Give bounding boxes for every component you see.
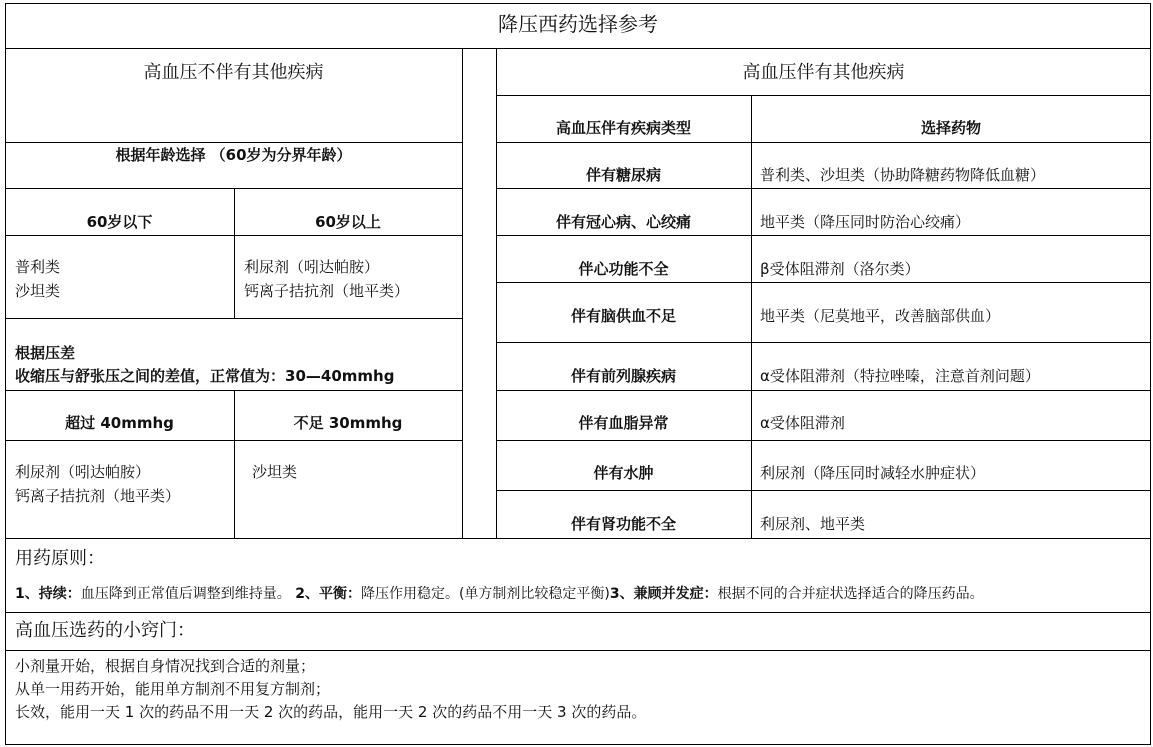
- tips-line: 小剂量开始，根据自身情况找到合适的剂量；: [15, 657, 316, 675]
- drug-cell: 利尿剂、地平类: [760, 515, 866, 533]
- pressure-col1-item: 钙离子拮抗剂（地平类）: [15, 487, 181, 505]
- drug-cell: 地平类（降压同时防治心绞痛）: [760, 213, 971, 231]
- left-header: 高血压不伴有其他疾病: [143, 62, 324, 83]
- principle-label: 3、兼顾并发症：: [609, 586, 718, 602]
- age-col1-item: 沙坦类: [15, 282, 61, 300]
- age-section-heading: 根据年龄选择 （60岁为分界年龄）: [115, 146, 352, 164]
- principles-heading: 用药原则：: [15, 548, 105, 569]
- divider: [234, 390, 235, 538]
- divider: [5, 48, 1151, 49]
- pressure-heading: 根据压差: [15, 344, 76, 362]
- disease-cell: 伴有脑供血不足: [570, 307, 676, 325]
- drug-cell: 利尿剂（降压同时减轻水肿症状）: [760, 464, 986, 482]
- drug-cell: α受体阻滞剂（特拉唑嗪，注意首剂问题）: [760, 367, 1040, 385]
- pressure-col1-label: 超过 40mmhg: [65, 414, 174, 432]
- divider: [234, 188, 235, 318]
- age-col2-label: 60岁以上: [315, 213, 381, 231]
- principle-text: 降压作用稳定。(单方制剂比较稳定平衡): [360, 586, 610, 602]
- disease-cell: 伴心功能不全: [578, 260, 669, 278]
- divider: [496, 188, 1151, 189]
- divider: [5, 538, 1151, 539]
- drug-cell: β受体阻滞剂（洛尔类）: [760, 260, 920, 278]
- age-col1-label: 60岁以下: [86, 213, 153, 231]
- pressure-col1-item: 利尿剂（吲达帕胺）: [15, 463, 151, 481]
- pressure-col2-label: 不足 30mmhg: [293, 414, 403, 432]
- right-col1-label: 高血压伴有疾病类型: [555, 119, 691, 137]
- age-col1-item: 普利类: [15, 258, 61, 276]
- divider: [5, 142, 462, 143]
- divider: [5, 318, 462, 319]
- principle-label: 1、持续：: [15, 586, 81, 602]
- disease-cell: 伴有糖尿病: [585, 166, 661, 184]
- pressure-col2-item: 沙坦类: [252, 463, 298, 481]
- disease-cell: 伴有水肿: [593, 464, 654, 482]
- principle-text: 血压降到正常值后调整到维持量。: [80, 586, 291, 602]
- disease-cell: 伴有肾功能不全: [570, 515, 676, 533]
- divider: [496, 390, 1151, 391]
- divider: [751, 95, 752, 538]
- principle-label: 2、平衡：: [295, 586, 361, 602]
- divider: [496, 235, 1151, 236]
- disease-cell: 伴有血脂异常: [578, 414, 669, 432]
- drug-cell: 普利类、沙坦类（协助降糖药物降低血糖）: [760, 166, 1046, 184]
- divider: [496, 440, 1151, 441]
- principle-text: 根据不同的合并症状选择适合的降压药品。: [717, 586, 984, 602]
- divider: [496, 490, 1151, 491]
- divider: [462, 48, 463, 538]
- tips-line: 从单一用药开始，能用单方制剂不用复方制剂；: [15, 680, 331, 698]
- drug-cell: 地平类（尼莫地平，改善脑部供血）: [760, 307, 1001, 325]
- tips-heading: 高血压选药的小窍门：: [15, 620, 195, 641]
- pressure-subheading: 收缩压与舒张压之间的差值，正常值为：30—40mmhg: [15, 367, 395, 385]
- divider: [496, 95, 1151, 96]
- right-header: 高血压伴有其他疾病: [742, 62, 905, 83]
- divider: [496, 342, 1151, 343]
- tips-line: 长效，能用一天 1 次的药品不用一天 2 次的药品，能用一天 2 次的药品不用一天 3 次的药品。: [15, 703, 647, 721]
- divider: [496, 142, 1151, 143]
- right-col2-label: 选择药物: [920, 119, 981, 137]
- age-col2-item: 利尿剂（吲达帕胺）: [244, 258, 380, 276]
- page-title: 降压西药选择参考: [498, 12, 658, 36]
- age-col2-item: 钙离子拮抗剂（地平类）: [244, 282, 410, 300]
- principles-line: [15, 586, 984, 603]
- drug-cell: α受体阻滞剂: [760, 414, 845, 432]
- disease-cell: 伴有冠心病、心绞痛: [555, 213, 691, 231]
- divider: [496, 282, 1151, 283]
- divider: [5, 612, 1151, 613]
- divider: [5, 650, 1151, 651]
- disease-cell: 伴有前列腺疾病: [570, 367, 676, 385]
